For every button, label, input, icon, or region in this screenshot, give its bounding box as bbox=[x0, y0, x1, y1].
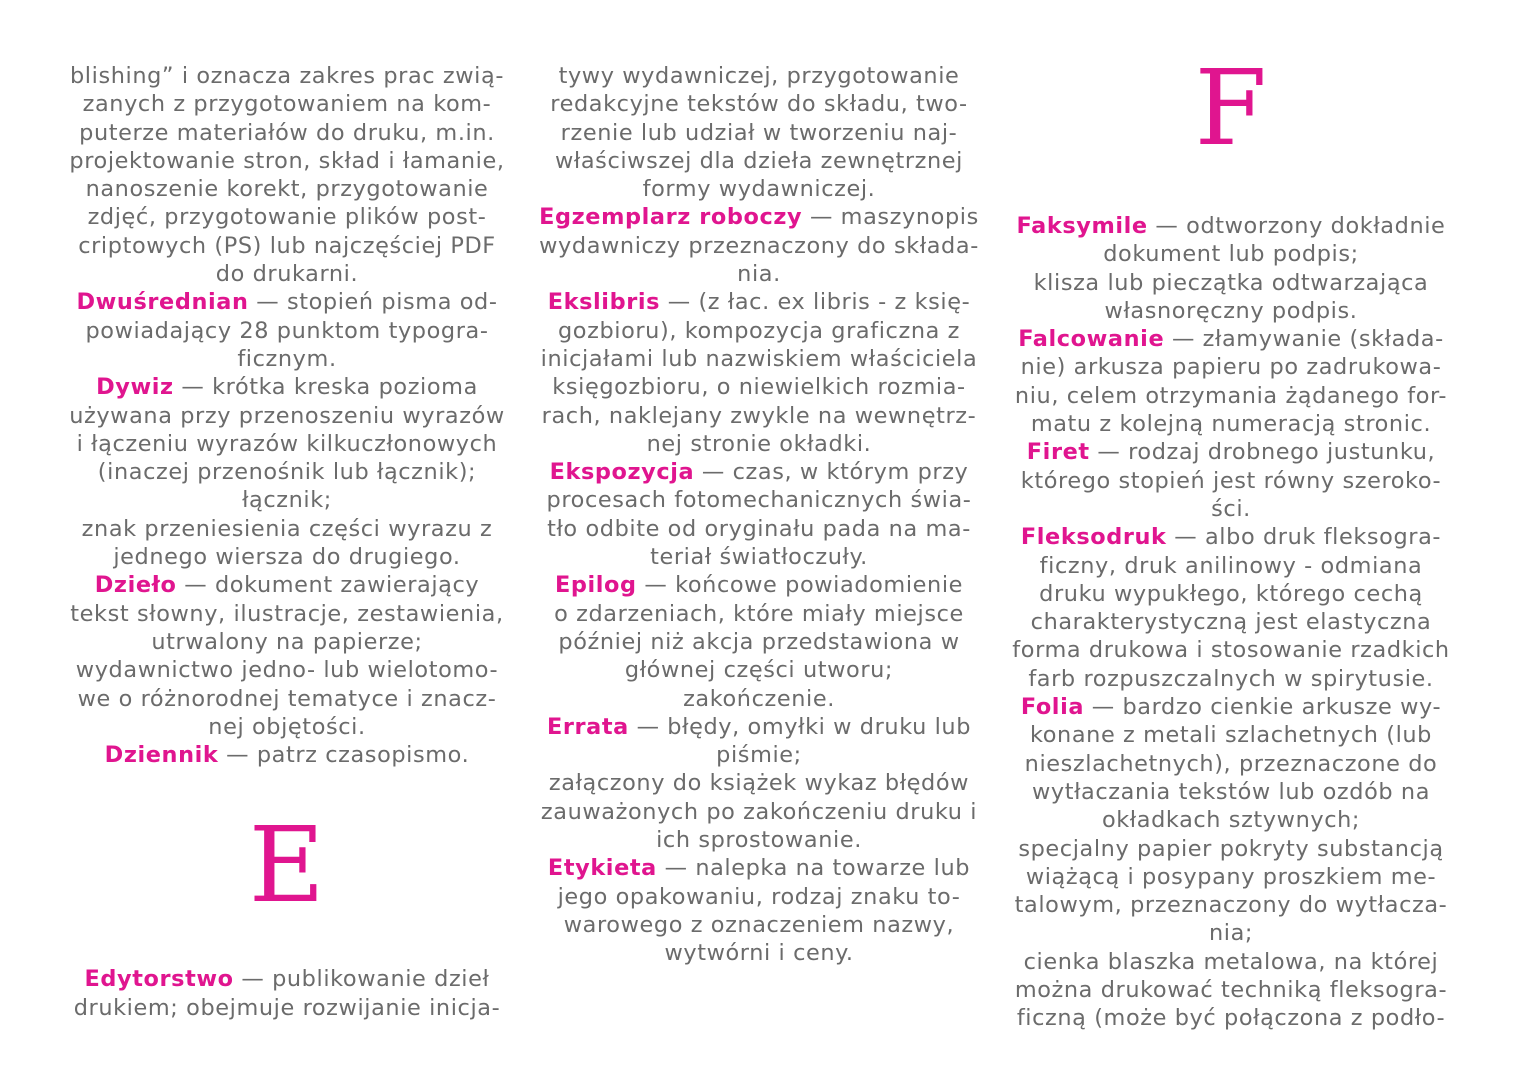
text-line: załączony do książek wykaz błędów bbox=[548, 770, 970, 797]
text-line: druku wypukłego, którego cechą bbox=[1039, 580, 1423, 607]
entry-term: Ekspozycja bbox=[549, 459, 695, 486]
text-line: i łączeniu wyrazów kilkuczłonowych bbox=[76, 430, 498, 457]
text-line: zdjęć, przygotowanie plików post- bbox=[87, 204, 487, 231]
entry-term: Errata bbox=[546, 713, 629, 740]
text-line: nej objętości. bbox=[208, 713, 366, 740]
glossary-entry bbox=[536, 854, 982, 967]
text-line: jego opakowaniu, rodzaj znaku to- bbox=[557, 883, 961, 910]
entry-definition: — (z łac. ex libris - z księ- bbox=[660, 289, 971, 316]
text-line: tekst słowny, ilustracje, zestawienia, bbox=[70, 600, 504, 627]
entry-term: Dziennik bbox=[104, 742, 219, 769]
glossary-entry bbox=[1008, 212, 1454, 325]
text-line: nia; bbox=[1208, 920, 1254, 947]
text-line: później niż akcja przedstawiona w bbox=[558, 628, 960, 655]
column-3 bbox=[1008, 47, 1454, 1033]
entry-term: Folia bbox=[1020, 694, 1085, 721]
text-line: wytwórni i ceny. bbox=[664, 940, 854, 967]
text-line: łącznik; bbox=[242, 487, 332, 514]
text-line: którego stopień jest równy szeroko- bbox=[1020, 467, 1442, 494]
text-line: nie) arkusza papieru po zadrukowa- bbox=[1020, 354, 1442, 381]
glossary-entry bbox=[1008, 438, 1454, 523]
text-line: właściwszej dla dzieła zewnętrznej bbox=[554, 147, 963, 174]
glossary-entry bbox=[536, 458, 982, 571]
entry-term: Dywiz bbox=[96, 374, 174, 401]
text-line: okładkach sztywnych; bbox=[1101, 807, 1361, 834]
glossary-entry bbox=[1008, 325, 1454, 438]
entry-definition: — rodzaj drobnego justunku, bbox=[1089, 439, 1436, 466]
intro-text bbox=[536, 62, 982, 203]
column-2 bbox=[536, 62, 982, 968]
entry-definition: — nalepka na towarze lub bbox=[656, 855, 971, 882]
text-line: formy wydawniczej. bbox=[642, 176, 876, 203]
text-line: można drukować techniką fleksogra- bbox=[1014, 977, 1448, 1004]
text-line: procesach fotomechanicznych świa- bbox=[546, 487, 972, 514]
text-line: do drukarni. bbox=[215, 261, 359, 288]
entry-term: Fleksodruk bbox=[1020, 524, 1167, 551]
glossary-entry bbox=[66, 288, 508, 373]
text-line: gozbioru), kompozycja graficzna z bbox=[557, 317, 960, 344]
text-line: ficzną (może być połączona z podło- bbox=[1016, 1005, 1446, 1032]
text-line: ficzny, druk anilinowy - odmiana bbox=[1039, 552, 1423, 579]
text-line: zakończenie. bbox=[683, 685, 835, 712]
column-1 bbox=[66, 62, 508, 1022]
text-line: farb rozpuszczalnych w spirytusie. bbox=[1028, 665, 1434, 692]
text-line: klisza lub pieczątka odtwarzająca bbox=[1033, 269, 1429, 296]
entry-definition: — maszynopis bbox=[802, 204, 979, 231]
text-line: zauważonych po zakończeniu druku i bbox=[540, 798, 978, 825]
text-line: zanych z przygotowaniem na kom- bbox=[82, 91, 492, 118]
section-letter-e: E bbox=[248, 804, 326, 927]
text-line: o zdarzeniach, które miały miejsce bbox=[554, 600, 964, 627]
text-line: utrwalony na papierze; bbox=[151, 628, 423, 655]
entry-term: Egzemplarz roboczy bbox=[539, 204, 803, 231]
entry-definition: — odtworzony dokładnie bbox=[1147, 213, 1446, 239]
entry-definition: — bardzo cienkie arkusze wy- bbox=[1084, 694, 1442, 721]
entry-definition: — końcowe powiadomienie bbox=[636, 572, 964, 599]
text-line: puterze materiałów do druku, m.in. bbox=[79, 119, 495, 146]
glossary-entry bbox=[536, 571, 982, 712]
text-line: matu z kolejną numeracją stronic. bbox=[1030, 411, 1432, 438]
text-line: nanoszenie korekt, przygotowanie bbox=[85, 176, 489, 203]
entry-definition: — czas, w którym przy bbox=[694, 459, 969, 486]
text-line: teriał światłoczuły. bbox=[650, 544, 868, 571]
entry-definition: — dokument zawierający bbox=[176, 572, 480, 599]
text-line: wytłaczania tekstów lub ozdób na bbox=[1031, 778, 1431, 805]
section-letter-f: F bbox=[1194, 47, 1268, 169]
entry-term: Firet bbox=[1026, 439, 1090, 466]
glossary-entry bbox=[1008, 693, 1454, 1033]
glossary-entry bbox=[1008, 523, 1454, 693]
text-line: konane z metali szlachetnych (lub bbox=[1029, 722, 1432, 749]
intro-text bbox=[66, 62, 508, 288]
glossary-entry bbox=[536, 288, 982, 458]
text-line: we o różnorodnej tematyce i znacz- bbox=[77, 685, 497, 712]
text-line: specjalny papier pokryty substancją bbox=[1018, 835, 1444, 862]
entry-term: Faksymile bbox=[1016, 213, 1148, 239]
text-line: tło odbite od oryginału pada na ma- bbox=[547, 515, 971, 542]
text-line: dokument lub podpis; bbox=[1103, 241, 1359, 268]
text-line: wiążącą i posypany proszkiem me- bbox=[1025, 863, 1437, 890]
entry-definition: — albo druk fleksogra- bbox=[1166, 524, 1442, 551]
entry-term: Epilog bbox=[554, 572, 637, 599]
text-line: ich sprostowanie. bbox=[656, 827, 862, 854]
text-line: głównej części utworu; bbox=[624, 657, 894, 684]
entry-term: Etykieta bbox=[547, 855, 657, 882]
glossary-entry bbox=[66, 965, 508, 1022]
entry-term: Dzieło bbox=[94, 572, 177, 599]
glossary-entry bbox=[536, 713, 982, 854]
entry-definition: — błędy, omyłki w druku lub bbox=[628, 713, 972, 740]
text-line: forma drukowa i stosowanie rzadkich bbox=[1012, 637, 1450, 664]
entry-definition: — krótka kreska pozioma bbox=[173, 374, 478, 401]
text-line: projektowanie stron, skład i łamanie, bbox=[69, 147, 505, 174]
glossary-entry bbox=[66, 741, 508, 769]
text-line: blishing” i oznacza zakres prac zwią- bbox=[69, 63, 505, 89]
text-line: rzenie lub udział w tworzeniu naj- bbox=[560, 119, 958, 146]
text-line: ficznym. bbox=[237, 345, 337, 372]
text-line: charakterystyczną jest elastyczna bbox=[1030, 609, 1432, 636]
text-line: wydawniczy przeznaczony do składa- bbox=[539, 232, 979, 259]
text-line: inicjałami lub nazwiskiem właściciela bbox=[540, 345, 978, 372]
glossary-entry bbox=[66, 373, 508, 571]
text-line: tywy wydawniczej, przygotowanie bbox=[558, 63, 960, 89]
text-line: powiadający 28 punktom typogra- bbox=[85, 317, 489, 344]
text-line: piśmie; bbox=[716, 742, 802, 769]
text-line: używana przy przenoszeniu wyrazów bbox=[69, 402, 505, 429]
text-line: rach, naklejany zwykle na wewnętrz- bbox=[541, 402, 977, 429]
text-line: wydawnictwo jedno- lub wielotomo- bbox=[75, 657, 499, 684]
text-line: warowego z oznaczeniem nazwy, bbox=[563, 911, 955, 938]
text-line: criptowych (PS) lub najczęściej PDF bbox=[78, 232, 496, 259]
glossary-entry bbox=[536, 203, 982, 288]
text-line: jednego wiersza do drugiego. bbox=[113, 544, 461, 571]
text-line: własnoręczny podpis. bbox=[1104, 297, 1358, 324]
text-line: cienka blaszka metalowa, na której bbox=[1023, 948, 1439, 975]
entry-definition: — złamywanie (składa- bbox=[1164, 326, 1444, 353]
entry-term: Falcowanie bbox=[1018, 326, 1165, 353]
text-line: (inaczej przenośnik lub łącznik); bbox=[97, 459, 477, 486]
text-line: nia. bbox=[737, 261, 781, 288]
text-line: talowym, przeznaczony do wytłacza- bbox=[1014, 892, 1448, 919]
text-line: redakcyjne tekstów do składu, two- bbox=[550, 91, 968, 118]
text-line: ści. bbox=[1211, 495, 1251, 522]
text-line: niu, celem otrzymania żądanego for- bbox=[1014, 382, 1448, 409]
text-line: znak przeniesienia części wyrazu z bbox=[81, 515, 493, 542]
entry-term: Ekslibris bbox=[547, 289, 661, 316]
entry-term: Dwuśrednian bbox=[76, 289, 249, 316]
text-line: księgozbioru, o niewielkich rozmia- bbox=[552, 374, 966, 401]
entry-term: Edytorstwo bbox=[84, 966, 234, 993]
glossary-entry bbox=[66, 571, 508, 741]
text-line: nieszlachetnych), przeznaczone do bbox=[1024, 750, 1438, 777]
entry-definition: — patrz czasopismo. bbox=[218, 742, 470, 769]
entry-definition: — stopień pisma od- bbox=[248, 289, 498, 316]
text-line: drukiem; obejmuje rozwijanie inicja- bbox=[73, 994, 501, 1021]
text-line: nej stronie okładki. bbox=[646, 430, 872, 457]
entry-definition: — publikowanie dzieł bbox=[233, 966, 490, 993]
